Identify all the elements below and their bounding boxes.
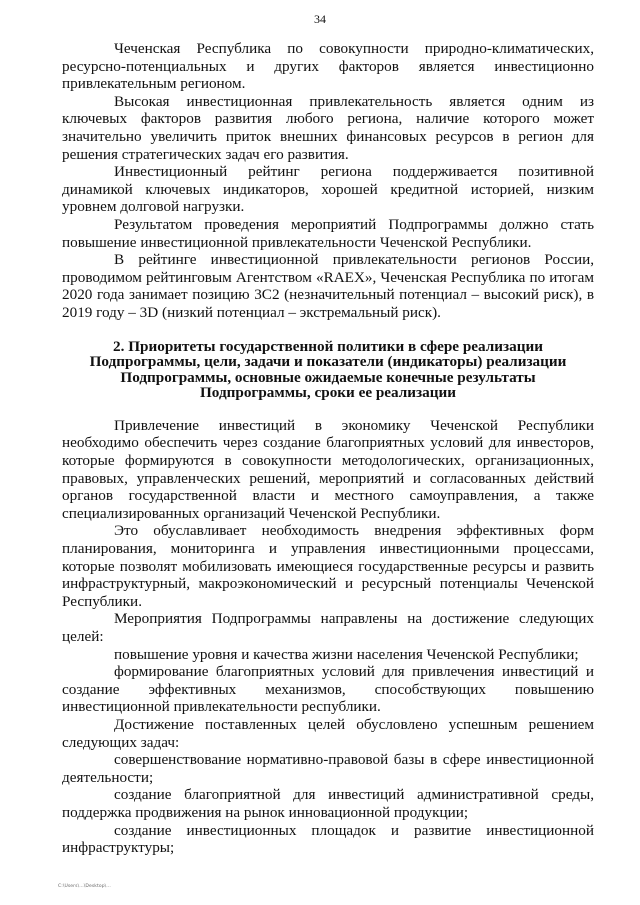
task-item: создание инвестиционных площадок и развитие инвестиционной инфраструктуры; [62, 821, 594, 857]
goal-item: формирование благоприятных условий для привлечения инвестиций и создание эффективных механизмов, способствующих повышению инвестиционной привлекательности республики. [62, 663, 594, 716]
paragraph: Высокая инвестиционная привлекательность является одним из ключевых факторов развития любого региона, наличие которого может значительно увеличить приток внешних финансовых ресурсов в регион для решения стратегических задач его развития. [62, 92, 594, 163]
paragraph: Это обуславливает необходимость внедрения эффективных форм планирования, мониторинга и управления инвестиционными процессами, которые позволят мобилизовать имеющиеся государственные ресурсы и развить инфраструктурный, макроэкономический и ресурсный потенциалы Чеченской Республики. [62, 522, 594, 610]
file-path-note: C:\Users\...\Desktop\... [58, 884, 111, 889]
goal-item: повышение уровня и качества жизни населения Чеченской Республики; [114, 645, 579, 663]
page-number: 34 [314, 12, 326, 26]
paragraph: Инвестиционный рейтинг региона поддерживается позитивной динамикой ключевых индикаторов, хорошей кредитной историей, низким уровнем долговой нагрузки. [62, 163, 594, 216]
task-item: совершенствование нормативно-правовой базы в сфере инвестиционной деятельности; [62, 751, 594, 786]
document-body [62, 40, 594, 857]
task-item: создание благоприятной для инвестиций административной среды, поддержка продвижения на рынок инновационной продукции; [62, 786, 594, 821]
paragraph: Привлечение инвестиций в экономику Чеченской Республики необходимо обеспечить через создание благоприятных условий для инвесторов, которые формируются в совокупности методологических, организационных, правовых, управленческих решений, мероприятий и согласованных действий органов государственной власти и местного самоуправления, а также специализированных организаций Чеченской Республики. [62, 416, 594, 522]
paragraph: Результатом проведения мероприятий Подпрограммы должно стать повышение инвестиционной привлекательности Чеченской Республики. [62, 215, 594, 251]
paragraph: Достижение поставленных целей обусловлено успешным решением следующих задач: [62, 715, 594, 751]
intro-section [62, 40, 594, 322]
section-heading: 2. Приоритеты государственной политики в сфере реализации Подпрограммы, цели, задачи и показатели (индикаторы) реализации Подпрограммы, основные ожидаемые конечные результаты Подпрограммы, сроки ее реализации [89, 337, 567, 402]
paragraph: В рейтинге инвестиционной привлекательности регионов России, проводимом рейтинговым Агентством «RAEX», Чеченская Республика по итогам 2020 года занимает позицию 3С2 (незначительный потенциал – высокий риск), в 2019 году – 3D (низкий потенциал – экстремальный риск). [62, 251, 594, 321]
paragraph: Мероприятия Подпрограммы направлены на достижение следующих целей: [62, 610, 594, 645]
priorities-section [62, 417, 594, 857]
paragraph: Чеченская Республика по совокупности природно-климатических, ресурсно-потенциальных и других факторов является инвестиционно привлекательным регионом. [62, 40, 594, 93]
